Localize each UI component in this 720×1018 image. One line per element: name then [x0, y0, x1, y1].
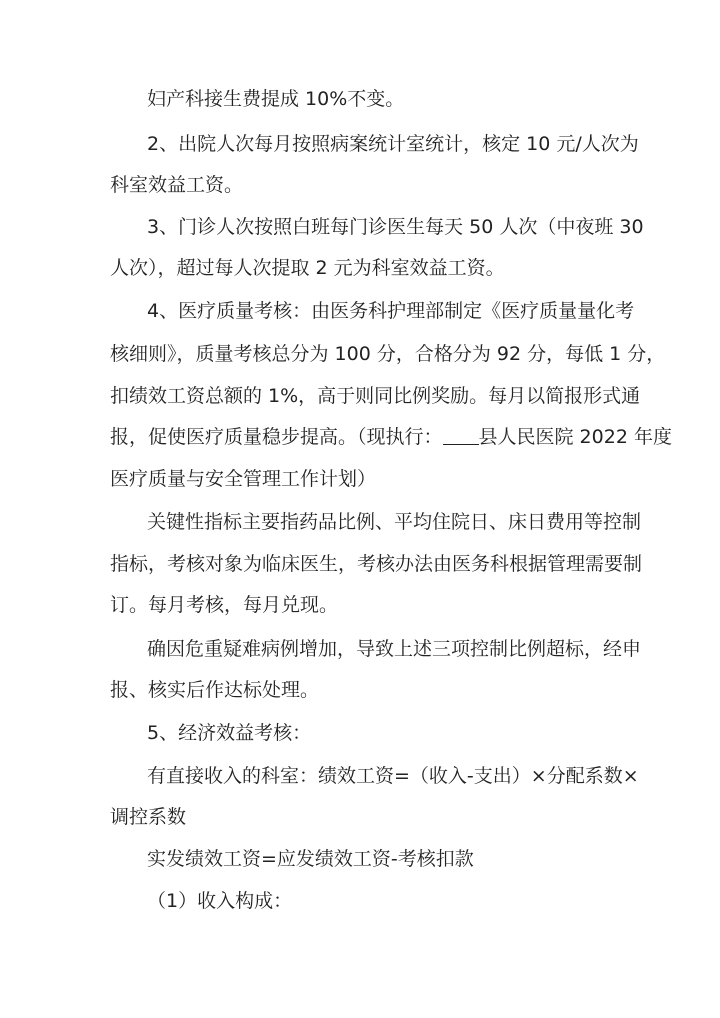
paragraph-line: 5、经济效益考核： — [147, 722, 312, 744]
paragraph-line: 妇产科接生费提成 10%不变。 — [147, 88, 405, 110]
paragraph-line: 扣绩效工资总额的 1%，高于则同比例奖励。每月以简报形式通 — [110, 385, 641, 407]
paragraph-line: 报、核实后作达标处理。 — [110, 679, 320, 701]
paragraph-line: 订。每月考核，每月兑现。 — [110, 594, 339, 616]
paragraph-line: 核细则》，质量考核总分为 100 分，合格分为 92 分，每低 1 分， — [110, 343, 666, 365]
paragraph-line: 实发绩效工资=应发绩效工资-考核扣款 — [147, 848, 474, 870]
paragraph-line: 4、医疗质量考核：由医务科护理部制定《医疗质量量化考 — [147, 300, 635, 322]
paragraph-line: 人次），超过每人次提取 2 元为科室效益工资。 — [110, 257, 505, 279]
line-text: 县人民医院 2022 年度 — [478, 426, 672, 448]
paragraph-line: 关键性指标主要指药品比例、平均住院日、床日费用等控制 — [147, 511, 642, 533]
line-text: 报，促使医疗质量稳步提高。（现执行： — [110, 426, 443, 448]
paragraph-line: 调控系数 — [110, 806, 187, 828]
paragraph-line: 2、出院人次每月按照病案统计室统计，核定 10 元/人次为 — [147, 133, 639, 155]
blank-underline — [443, 426, 479, 445]
paragraph-line: 3、门诊人次按照白班每门诊医生每天 50 人次（中夜班 30 — [147, 216, 644, 238]
paragraph-line: 确因危重疑难病例增加，导致上述三项控制比例超标，经申 — [147, 638, 642, 660]
paragraph-line: 指标，考核对象为临床医生，考核办法由医务科根据管理需要制 — [110, 553, 643, 575]
paragraph-line: 医疗质量与安全管理工作计划） — [110, 468, 377, 490]
paragraph-line: （1）收入构成： — [147, 890, 293, 912]
paragraph-line: 有直接收入的科室：绩效工资=（收入-支出）×分配系数× — [147, 765, 639, 787]
paragraph-line — [110, 424, 672, 450]
paragraph-line: 科室效益工资。 — [110, 174, 244, 196]
